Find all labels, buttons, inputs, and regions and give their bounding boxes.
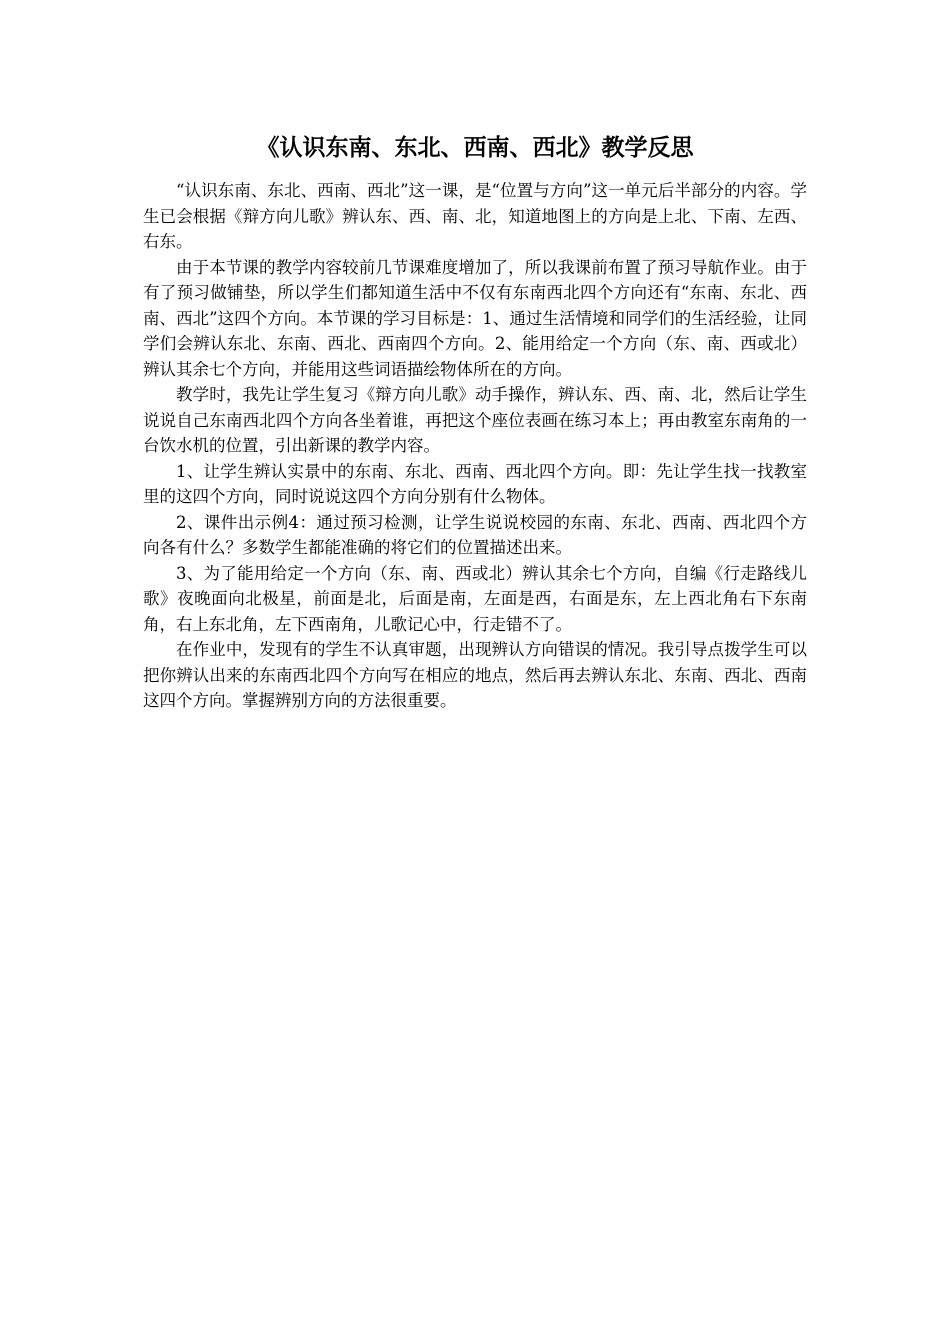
paragraph-step-1: 1、让学生辨认实景中的东南、东北、西南、西北四个方向。即：先让学生找一找教室里的这四个方向，同时说说这四个方向分别有什么物体。 bbox=[143, 461, 807, 506]
paragraph-homework: 在作业中，发现有的学生不认真审题，出现辨认方向错误的情况。我引导点拨学生可以把你辨认出来的东南西北四个方向写在相应的地点，然后再去辨认东北、东南、西北、西南这四个方向。掌握辨别方向的方法很重要。 bbox=[143, 640, 807, 710]
paragraph-step-2: 2、课件出示例4：通过预习检测，让学生说说校园的东南、东北、西南、西北四个方向各有什么？多数学生都能准确的将它们的位置描述出来。 bbox=[143, 512, 807, 557]
paragraph-intro: “认识东南、东北、西南、西北”这一课，是“位置与方向”这一单元后半部分的内容。学生已会根据《辩方向儿歌》辨认东、西、南、北，知道地图上的方向是上北、下南、左西、右东。 bbox=[143, 181, 807, 251]
document-body bbox=[143, 178, 807, 714]
paragraph-preview-goals: 由于本节课的教学内容较前几节课难度增加了，所以我课前布置了预习导航作业。由于有了预习做铺垫，所以学生们都知道生活中不仅有东南西北四个方向还有“东南、东北、西南、西北”这四个方向。本节课的学习目标是：1、通过生活情境和同学们的生活经验，让同学们会辨认东北、东南、西北、西南四个方向。2、能用给定一个方向（东、南、西或北）辨认其余七个方向，并能用这些词语描绘物体所在的方向。 bbox=[143, 257, 807, 379]
paragraph-review: 教学时，我先让学生复习《辩方向儿歌》动手操作，辨认东、西、南、北，然后让学生说说自己东南西北四个方向各坐着谁，再把这个座位表画在练习本上；再由教室东南角的一台饮水机的位置，引出新课的教学内容。 bbox=[143, 385, 807, 455]
document-title: 《认识东南、东北、西南、西北》教学反思 bbox=[256, 135, 694, 161]
paragraph-step-3: 3、为了能用给定一个方向（东、南、西或北）辨认其余七个方向，自编《行走路线儿歌》夜晚面向北极星，前面是北，后面是南，左面是西，右面是东，左上西北角右下东南角，右上东北角，左下西南角，儿歌记心中，行走错不了。 bbox=[143, 563, 807, 634]
